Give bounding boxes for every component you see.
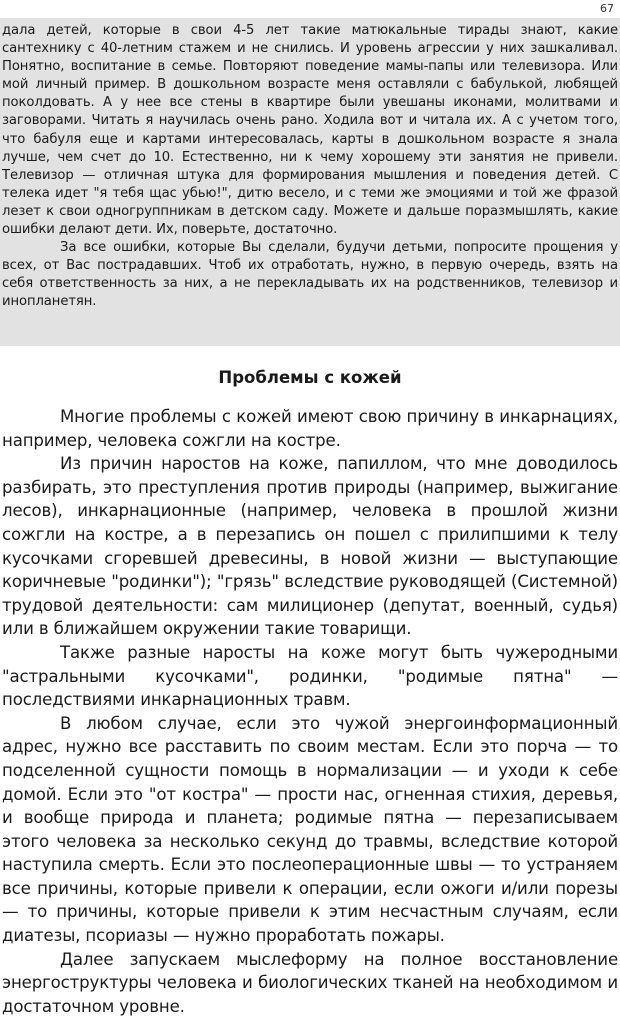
main-text <box>0 405 620 1018</box>
main-paragraph-2: Из причин наростов на коже, папиллом, что мне доводилось разбирать, это преступления против природы (например, выжигание лесов), инкарнационные (например, человека в прошлой жизни сожгли на костре, а в перезапись он пошел с прилипшими к телу кусочками сгоревшей древесины, в новой жизни — выступающие коричневые "родинки"); "грязь" вследствие руководящей (Системной) трудовой деятельности: сам милиционер (депутат, военный, судья) или в ближайшем окружении такие товарищи. <box>2 454 618 639</box>
box-paragraph-2: За все ошибки, которые Вы сделали, будучи детьми, попросите прощения у всех, от Вас пострадавших. Чтоб их отработать, нужно, в первую очередь, взять на себя ответственность за них, а не перекладывать их на родственников, телевизор и инопланетян. <box>2 240 618 310</box>
main-paragraph-1: Многие проблемы с кожей имеют свою причину в инкарнациях, например, человека сожгли на костре. <box>2 407 618 450</box>
box-paragraph-1: дала детей, которые в свои 4-5 лет такие матюкальные тирады знают, какие сантехнику с 40-летним стажем и не снились. И уровень агрессии у них зашкаливал. Понятно, воспитание в семье. Повторяют поведение мамы-папы или телевизора. Или мой личный пример. В дошкольном возрасте меня оставляли с бабулькой, любящей поколдовать. А у нее все стены в квартире были увешаны иконами, молитвами и заговорами. Читать я научилась очень рано. Ходила вот и читала их. А с учетом того, что бабуля еще и картами интересовалась, карты в дошкольном возрасте я знала лучше, чем счет до 10. Естественно, ни к чему хорошему эти занятия не привели. Телевизор — отличная штука для формирования мышления и поведения детей. С телека идет "я тебя щас убью!", дитю весело, и с теми же эмоциями и той же фразой лезет к свои одногруппникам в детском саду. Можете и дальше поразмышлять, какие ошибки делают дети. Их, поверьте, достаточно. <box>2 23 618 238</box>
page-number: 67 <box>600 2 614 15</box>
highlighted-text <box>0 18 620 312</box>
section-title: Проблемы с кожей <box>218 368 402 387</box>
main-paragraph-5: Далее запускаем мыслеформу на полное восстановление энергоструктуры человека и биологических тканей на необходимом и достаточном уровне. <box>2 949 618 1016</box>
main-paragraph-4: В любом случае, если это чужой энергоинформационный адрес, нужно все расставить по своим местам. Если это порча — то подселенной сущности помощь в нормализации — и уходи к себе домой. Если это "от костра" — прости нас, огненная стихия, деревья, и вообще природа и планета; родимые пятна — перезаписываем этого человека за несколько секунд до травмы, вследствие которой наступила смерть. Если это послеоперационные швы — то устраняем все причины, которые привели к операции, если ожоги и/или порезы — то причины, которые привели к этим несчастным случаям, если диатезы, псориазы — нужно проработать пожары. <box>2 713 618 946</box>
highlighted-text-block <box>0 18 620 346</box>
main-paragraph-3: Также разные наросты на коже могут быть чужеродными "астральными кусочками", родинки, "родимые пятна" — последствиями инкарнационных травм. <box>2 642 618 710</box>
